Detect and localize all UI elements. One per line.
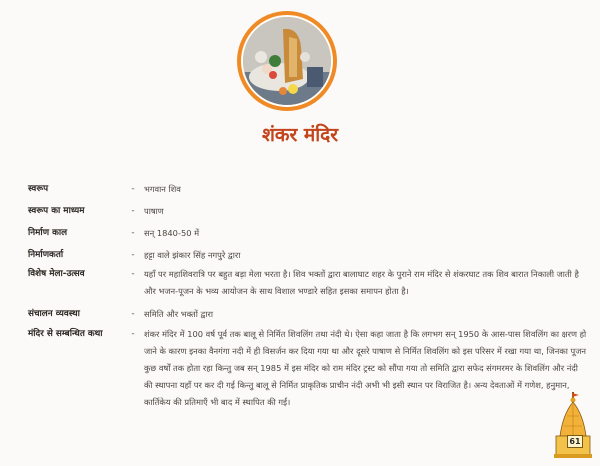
shiva-idol-photo — [241, 15, 333, 107]
field-dash: - — [131, 184, 135, 194]
field-value: यहाँ पर महाशिवरात्रि पर बहुत बड़ा मेला भरता है। शिव भक्तों द्वारा बालाघाट शहर के पुराने राम मंदिर से शंकरघाट तक शिव बारात निकाली जाती है और भजन-पूजन के भव्य आयोजन के साथ विशाल भण्डारे सहित इसका समापन होता है। — [144, 269, 579, 296]
field-row-sanchalan — [28, 306, 588, 323]
page-title: शंकर मंदिर — [261, 124, 339, 146]
field-row-nirman-kaal — [28, 225, 588, 242]
field-row-svaroop — [28, 181, 588, 198]
field-label: संचालन व्यवस्था — [28, 309, 80, 319]
field-dash: - — [131, 269, 135, 279]
field-row-nirmankarta — [28, 247, 588, 264]
field-value: हट्टा वाले झंकार सिंह नगपुरे द्वारा — [144, 250, 241, 260]
field-label: विशेष मेला-उत्सव — [28, 269, 85, 279]
page-number: 61 — [567, 435, 583, 448]
field-row-katha — [28, 326, 588, 411]
field-label: मंदिर से सम्बन्धित कथा — [28, 329, 103, 339]
field-label: स्वरूप का माध्यम — [28, 206, 85, 216]
field-row-madhyam — [28, 203, 588, 220]
field-label: निर्माणकर्ता — [28, 250, 64, 260]
field-label: स्वरूप — [28, 184, 49, 194]
field-value: सन् 1840-50 में — [144, 228, 200, 238]
field-label: निर्माण काल — [28, 228, 68, 238]
field-dash: - — [131, 329, 135, 339]
field-value: पाषाण — [144, 206, 164, 216]
field-dash: - — [131, 250, 135, 260]
temple-shikhara-icon — [553, 392, 593, 458]
field-value: भगवान शिव — [144, 184, 181, 194]
field-dash: - — [131, 206, 135, 216]
field-dash: - — [131, 228, 135, 238]
field-value: समिति और भक्तों द्वारा — [144, 309, 214, 319]
field-dash: - — [131, 309, 135, 319]
field-value: शंकर मंदिर में 100 वर्ष पूर्व तक बालू से निर्मित शिवलिंग तथा नंदी थे। ऐसा कहा जाता है कि लगभग सन् 1950 के आस-पास शिवलिंग का क्षरण हो जाने के कारण इनका वैनगंगा नदी में ही विसर्जन कर दिया गया था और दूसरे पाषाण से निर्मित शिवलिंग को इस परिसर में रखा गया था, जिनका पूजन कुछ वर्षों तक होता रहा किन्तु जब सन् 1985 में इस मंदिर को राम मंदिर ट्रस्ट को सौंपा गया तो समिति द्वारा सफेद संगमरमर के शिवलिंग और नंदी की स्थापना यहाँ पर कर दी गई किन्तु बालू से निर्मित प्राकृतिक प्राचीन नंदी अभी भी इसी स्थान पर विराजित है। अन्य देवताओं में गणेश, हनुमान, कार्तिकेय की प्रतिमाएँ भी बाद में स्थापित की गईं। — [144, 329, 587, 407]
field-row-mela-utsav — [28, 266, 588, 300]
temple-photo-frame — [237, 11, 337, 111]
